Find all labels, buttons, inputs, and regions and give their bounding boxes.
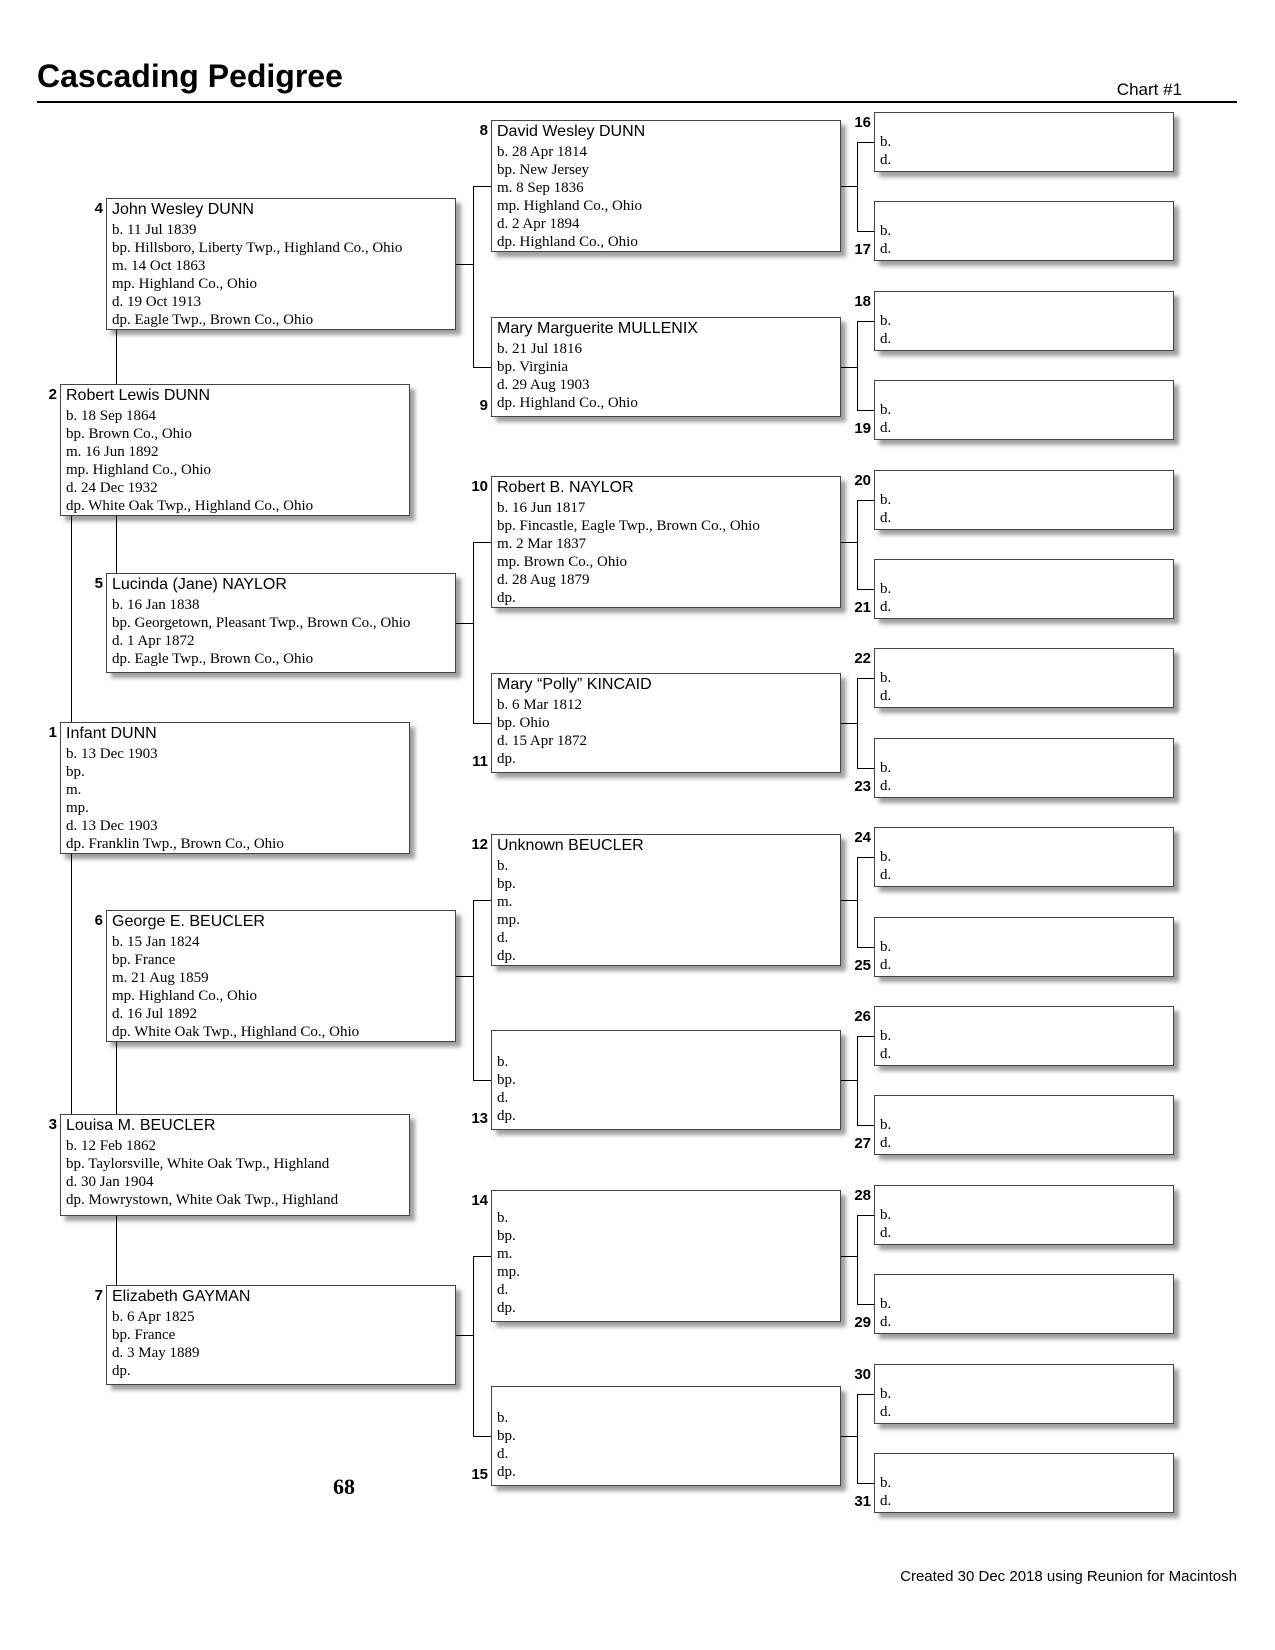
connector-line <box>473 900 474 1080</box>
person-event: b. 11 Jul 1839 <box>112 222 197 238</box>
person-event: b. <box>880 939 892 955</box>
person-event: bp. Fincastle, Eagle Twp., Brown Co., Ohio <box>497 518 760 534</box>
person-event: d. <box>880 1404 892 1420</box>
person-event: dp. Eagle Twp., Brown Co., Ohio <box>112 312 314 328</box>
person-event: bp. Georgetown, Pleasant Twp., Brown Co., Ohio <box>112 615 411 631</box>
connector-line <box>116 1216 117 1285</box>
person-event: d. 29 Aug 1903 <box>497 377 590 393</box>
person-number: 1 <box>48 724 57 741</box>
person-event: bp. France <box>112 1327 176 1343</box>
person-number: 25 <box>854 957 871 974</box>
person-box-1[interactable] <box>60 722 410 854</box>
person-name: George E. BEUCLER <box>112 913 265 930</box>
person-event: b. <box>880 760 892 776</box>
person-event: dp. Highland Co., Ohio <box>497 234 638 250</box>
person-event: d. <box>880 688 892 704</box>
person-number: 31 <box>854 1493 871 1510</box>
person-box-14[interactable] <box>491 1190 841 1322</box>
connector-line <box>473 367 491 368</box>
person-event: mp. Highland Co., Ohio <box>66 462 211 478</box>
connector-line <box>841 723 857 724</box>
person-number: 16 <box>854 114 871 131</box>
person-event: dp. White Oak Twp., Highland Co., Ohio <box>112 1024 360 1040</box>
connector-line <box>473 542 491 543</box>
person-number: 23 <box>854 778 871 795</box>
person-number: 28 <box>854 1187 871 1204</box>
person-event: b. <box>880 492 892 508</box>
person-name: Robert Lewis DUNN <box>66 387 211 404</box>
person-event: dp. <box>497 590 516 606</box>
footer-credit: Created 30 Dec 2018 using Reunion for Macintosh <box>900 1568 1237 1585</box>
person-event: d. <box>880 241 892 257</box>
person-number: 6 <box>94 912 103 929</box>
person-name: Lucinda (Jane) NAYLOR <box>112 576 287 593</box>
person-event: d. <box>880 1314 892 1330</box>
person-event: mp. Highland Co., Ohio <box>112 276 257 292</box>
connector-line <box>857 857 874 858</box>
person-number: 30 <box>854 1366 871 1383</box>
person-number: 4 <box>94 200 103 217</box>
person-number: 2 <box>48 386 57 403</box>
person-event: m. 16 Jun 1892 <box>66 444 159 460</box>
person-event: bp. New Jersey <box>497 162 590 178</box>
connector-line <box>857 410 874 411</box>
person-name: Infant DUNN <box>66 725 157 742</box>
connector-line <box>857 142 858 231</box>
person-event: m. 21 Aug 1859 <box>112 970 209 986</box>
person-name: Robert B. NAYLOR <box>497 479 634 496</box>
person-event: b. <box>880 134 892 150</box>
person-number: 29 <box>854 1314 871 1331</box>
person-box-31[interactable] <box>874 1453 1174 1513</box>
person-event: b. 6 Mar 1812 <box>497 697 582 713</box>
person-event: mp. Highland Co., Ohio <box>497 198 642 214</box>
person-event: d. 24 Dec 1932 <box>66 480 158 496</box>
person-event: b. <box>880 1296 892 1312</box>
person-name: Unknown BEUCLER <box>497 837 644 854</box>
person-event: d. 16 Jul 1892 <box>112 1006 198 1022</box>
person-event: bp. <box>497 1072 516 1088</box>
person-event: bp. <box>497 876 516 892</box>
person-event: bp. <box>497 1228 516 1244</box>
connector-line <box>116 1042 117 1114</box>
person-event: d. <box>880 867 892 883</box>
person-number: 27 <box>854 1135 871 1152</box>
person-event: d. <box>497 930 509 946</box>
person-event: bp. Brown Co., Ohio <box>66 426 192 442</box>
person-name: Mary “Polly” KINCAID <box>497 676 652 693</box>
person-name: Elizabeth GAYMAN <box>112 1288 251 1305</box>
connector-line <box>473 900 491 901</box>
person-event: d. <box>880 599 892 615</box>
person-event: dp. Franklin Twp., Brown Co., Ohio <box>66 836 284 852</box>
person-event: d. <box>497 1282 509 1298</box>
connector-line <box>857 947 874 948</box>
person-number: 24 <box>854 829 871 846</box>
person-event: mp. Highland Co., Ohio <box>112 988 257 1004</box>
person-event: m. 8 Sep 1836 <box>497 180 584 196</box>
person-event: b. <box>880 402 892 418</box>
connector-line <box>71 516 72 722</box>
person-box-3[interactable] <box>60 1114 410 1216</box>
person-number: 3 <box>48 1116 57 1133</box>
person-event: d. <box>880 152 892 168</box>
person-event: b. <box>880 223 892 239</box>
person-box-22[interactable] <box>874 648 1174 708</box>
person-event: d. <box>880 1046 892 1062</box>
person-event: b. <box>497 1410 509 1426</box>
person-event: dp. <box>497 1464 516 1480</box>
person-number: 18 <box>854 293 871 310</box>
person-box-11[interactable] <box>491 673 841 773</box>
person-box-13[interactable] <box>491 1030 841 1130</box>
person-event: b. 16 Jan 1838 <box>112 597 200 613</box>
person-box-29[interactable] <box>874 1274 1174 1334</box>
person-box-12[interactable] <box>491 834 841 966</box>
person-event: bp. Ohio <box>497 715 550 731</box>
person-event: b. 18 Sep 1864 <box>66 408 156 424</box>
connector-line <box>857 1215 874 1216</box>
person-event: dp. <box>497 1300 516 1316</box>
connector-line <box>857 1394 874 1395</box>
connector-line <box>456 623 473 624</box>
person-event: d. 13 Dec 1903 <box>66 818 158 834</box>
connector-line <box>857 1036 858 1125</box>
person-number: 26 <box>854 1008 871 1025</box>
person-box-16[interactable] <box>874 112 1174 172</box>
person-event: b. <box>880 1117 892 1133</box>
connector-line <box>473 1080 491 1081</box>
person-name: Louisa M. BEUCLER <box>66 1117 216 1134</box>
connector-line <box>857 321 874 322</box>
connector-line <box>857 678 874 679</box>
connector-line <box>473 1436 491 1437</box>
person-event: d. <box>497 1446 509 1462</box>
person-box-10[interactable] <box>491 476 841 608</box>
person-number: 15 <box>471 1466 488 1483</box>
connector-line <box>456 1335 473 1336</box>
person-event: dp. <box>497 948 516 964</box>
person-event: b. <box>880 1386 892 1402</box>
person-event: m. <box>66 782 82 798</box>
connector-line <box>473 723 491 724</box>
person-box-2[interactable] <box>60 384 410 516</box>
person-event: b. 13 Dec 1903 <box>66 746 158 762</box>
person-event: d. <box>880 1135 892 1151</box>
connector-line <box>857 1036 874 1037</box>
person-event: d. <box>880 331 892 347</box>
person-name: David Wesley DUNN <box>497 123 646 140</box>
connector-line <box>857 1304 874 1305</box>
title-rule <box>37 101 1237 103</box>
person-box-23[interactable] <box>874 738 1174 798</box>
person-name: John Wesley DUNN <box>112 201 254 218</box>
person-box-6[interactable] <box>106 910 456 1042</box>
connector-line <box>857 857 858 947</box>
person-number: 21 <box>854 599 871 616</box>
connector-line <box>857 1125 874 1126</box>
connector-line <box>841 1080 857 1081</box>
person-event: b. 16 Jun 1817 <box>497 500 586 516</box>
connector-line <box>473 1256 474 1436</box>
connector-line <box>116 516 117 573</box>
connector-line <box>857 231 874 232</box>
connector-line <box>841 542 857 543</box>
person-number: 10 <box>471 478 488 495</box>
person-event: mp. <box>497 1264 520 1280</box>
person-box-9[interactable] <box>491 317 841 417</box>
person-event: b. <box>880 849 892 865</box>
person-box-17[interactable] <box>874 201 1174 261</box>
person-event: dp. <box>112 1363 131 1379</box>
connector-line <box>857 321 858 410</box>
person-number: 8 <box>479 122 488 139</box>
person-event: bp. Hillsboro, Liberty Twp., Highland Co., Ohio <box>112 240 403 256</box>
connector-line <box>857 500 874 501</box>
connector-line <box>857 142 874 143</box>
person-number: 14 <box>471 1192 488 1209</box>
person-event: bp. <box>497 1428 516 1444</box>
person-event: m. 2 Mar 1837 <box>497 536 587 552</box>
connector-line <box>473 542 474 723</box>
person-box-26[interactable] <box>874 1006 1174 1066</box>
person-number: 9 <box>479 397 488 414</box>
person-event: b. <box>880 313 892 329</box>
connector-line <box>841 186 857 187</box>
person-event: bp. Virginia <box>497 359 569 375</box>
connector-line <box>473 186 491 187</box>
person-number: 19 <box>854 420 871 437</box>
person-event: bp. <box>66 764 85 780</box>
page-number: 68 <box>333 1474 355 1499</box>
person-event: mp. <box>497 912 520 928</box>
person-event: d. 28 Aug 1879 <box>497 572 590 588</box>
person-number: 11 <box>472 753 488 770</box>
person-event: d. <box>880 510 892 526</box>
person-box-8[interactable] <box>491 120 841 252</box>
person-event: b. <box>497 858 509 874</box>
person-event: dp. Mowrystown, White Oak Twp., Highland <box>66 1192 339 1208</box>
person-box-24[interactable] <box>874 827 1174 887</box>
connector-line <box>841 367 857 368</box>
person-event: d. 15 Apr 1872 <box>497 733 587 749</box>
person-event: dp. <box>497 751 516 767</box>
person-box-21[interactable] <box>874 559 1174 619</box>
connector-line <box>857 1394 858 1483</box>
person-number: 7 <box>94 1287 103 1304</box>
connector-line <box>857 500 858 589</box>
person-event: d. <box>880 1493 892 1509</box>
person-event: mp. <box>66 800 89 816</box>
connector-line <box>841 1256 857 1257</box>
person-event: b. 28 Apr 1814 <box>497 144 587 160</box>
connector-line <box>857 1215 858 1304</box>
person-event: d. 30 Jan 1904 <box>66 1174 154 1190</box>
person-event: d. <box>880 420 892 436</box>
connector-line <box>841 900 857 901</box>
connector-line <box>857 678 858 768</box>
person-box-15[interactable] <box>491 1386 841 1486</box>
person-name: Mary Marguerite MULLENIX <box>497 320 698 337</box>
person-box-20[interactable] <box>874 470 1174 530</box>
person-event: d. <box>880 1225 892 1241</box>
person-number: 5 <box>94 575 103 592</box>
connector-line <box>473 1256 491 1257</box>
person-event: d. 19 Oct 1913 <box>112 294 202 310</box>
connector-line <box>71 854 72 1114</box>
person-box-30[interactable] <box>874 1364 1174 1424</box>
connector-line <box>857 768 874 769</box>
person-box-18[interactable] <box>874 291 1174 351</box>
person-event: m. 14 Oct 1863 <box>112 258 206 274</box>
person-event: b. 15 Jan 1824 <box>112 934 200 950</box>
connector-line <box>857 1483 874 1484</box>
connector-line <box>841 1436 857 1437</box>
person-event: d. 2 Apr 1894 <box>497 216 580 232</box>
person-event: mp. Brown Co., Ohio <box>497 554 628 570</box>
person-event: b. <box>497 1054 509 1070</box>
person-event: b. 6 Apr 1825 <box>112 1309 195 1325</box>
person-event: b. 12 Feb 1862 <box>66 1138 156 1154</box>
person-box-25[interactable] <box>874 917 1174 977</box>
person-event: b. 21 Jul 1816 <box>497 341 583 357</box>
person-event: dp. Eagle Twp., Brown Co., Ohio <box>112 651 314 667</box>
person-box-19[interactable] <box>874 380 1174 440</box>
person-event: dp. <box>497 1108 516 1124</box>
person-event: d. <box>880 957 892 973</box>
person-event: m. <box>497 1246 513 1262</box>
person-event: bp. France <box>112 952 176 968</box>
person-event: d. 1 Apr 1872 <box>112 633 195 649</box>
person-event: b. <box>497 1210 509 1226</box>
person-box-5[interactable] <box>106 573 456 673</box>
person-box-27[interactable] <box>874 1095 1174 1155</box>
person-number: 17 <box>854 241 871 258</box>
person-box-7[interactable] <box>106 1285 456 1385</box>
page-title: Cascading Pedigree <box>37 58 343 94</box>
person-event: b. <box>880 581 892 597</box>
person-event: b. <box>880 1475 892 1491</box>
connector-line <box>456 264 473 265</box>
person-event: d. 3 May 1889 <box>112 1345 200 1361</box>
chart-number: Chart #1 <box>1116 80 1182 99</box>
person-event: d. <box>497 1090 509 1106</box>
connector-line <box>857 589 874 590</box>
person-box-4[interactable] <box>106 198 456 330</box>
person-event: b. <box>880 1028 892 1044</box>
person-event: bp. Taylorsville, White Oak Twp., Highland <box>66 1156 330 1172</box>
person-event: m. <box>497 894 513 910</box>
person-event: b. <box>880 670 892 686</box>
person-number: 20 <box>854 472 871 489</box>
person-event: b. <box>880 1207 892 1223</box>
connector-line <box>456 976 473 977</box>
person-number: 22 <box>854 650 871 667</box>
person-box-28[interactable] <box>874 1185 1174 1245</box>
person-number: 13 <box>471 1110 488 1127</box>
person-event: d. <box>880 778 892 794</box>
person-number: 12 <box>471 836 488 853</box>
connector-line <box>116 330 117 384</box>
connector-line <box>473 186 474 367</box>
person-event: dp. White Oak Twp., Highland Co., Ohio <box>66 498 314 514</box>
person-event: dp. Highland Co., Ohio <box>497 395 638 411</box>
